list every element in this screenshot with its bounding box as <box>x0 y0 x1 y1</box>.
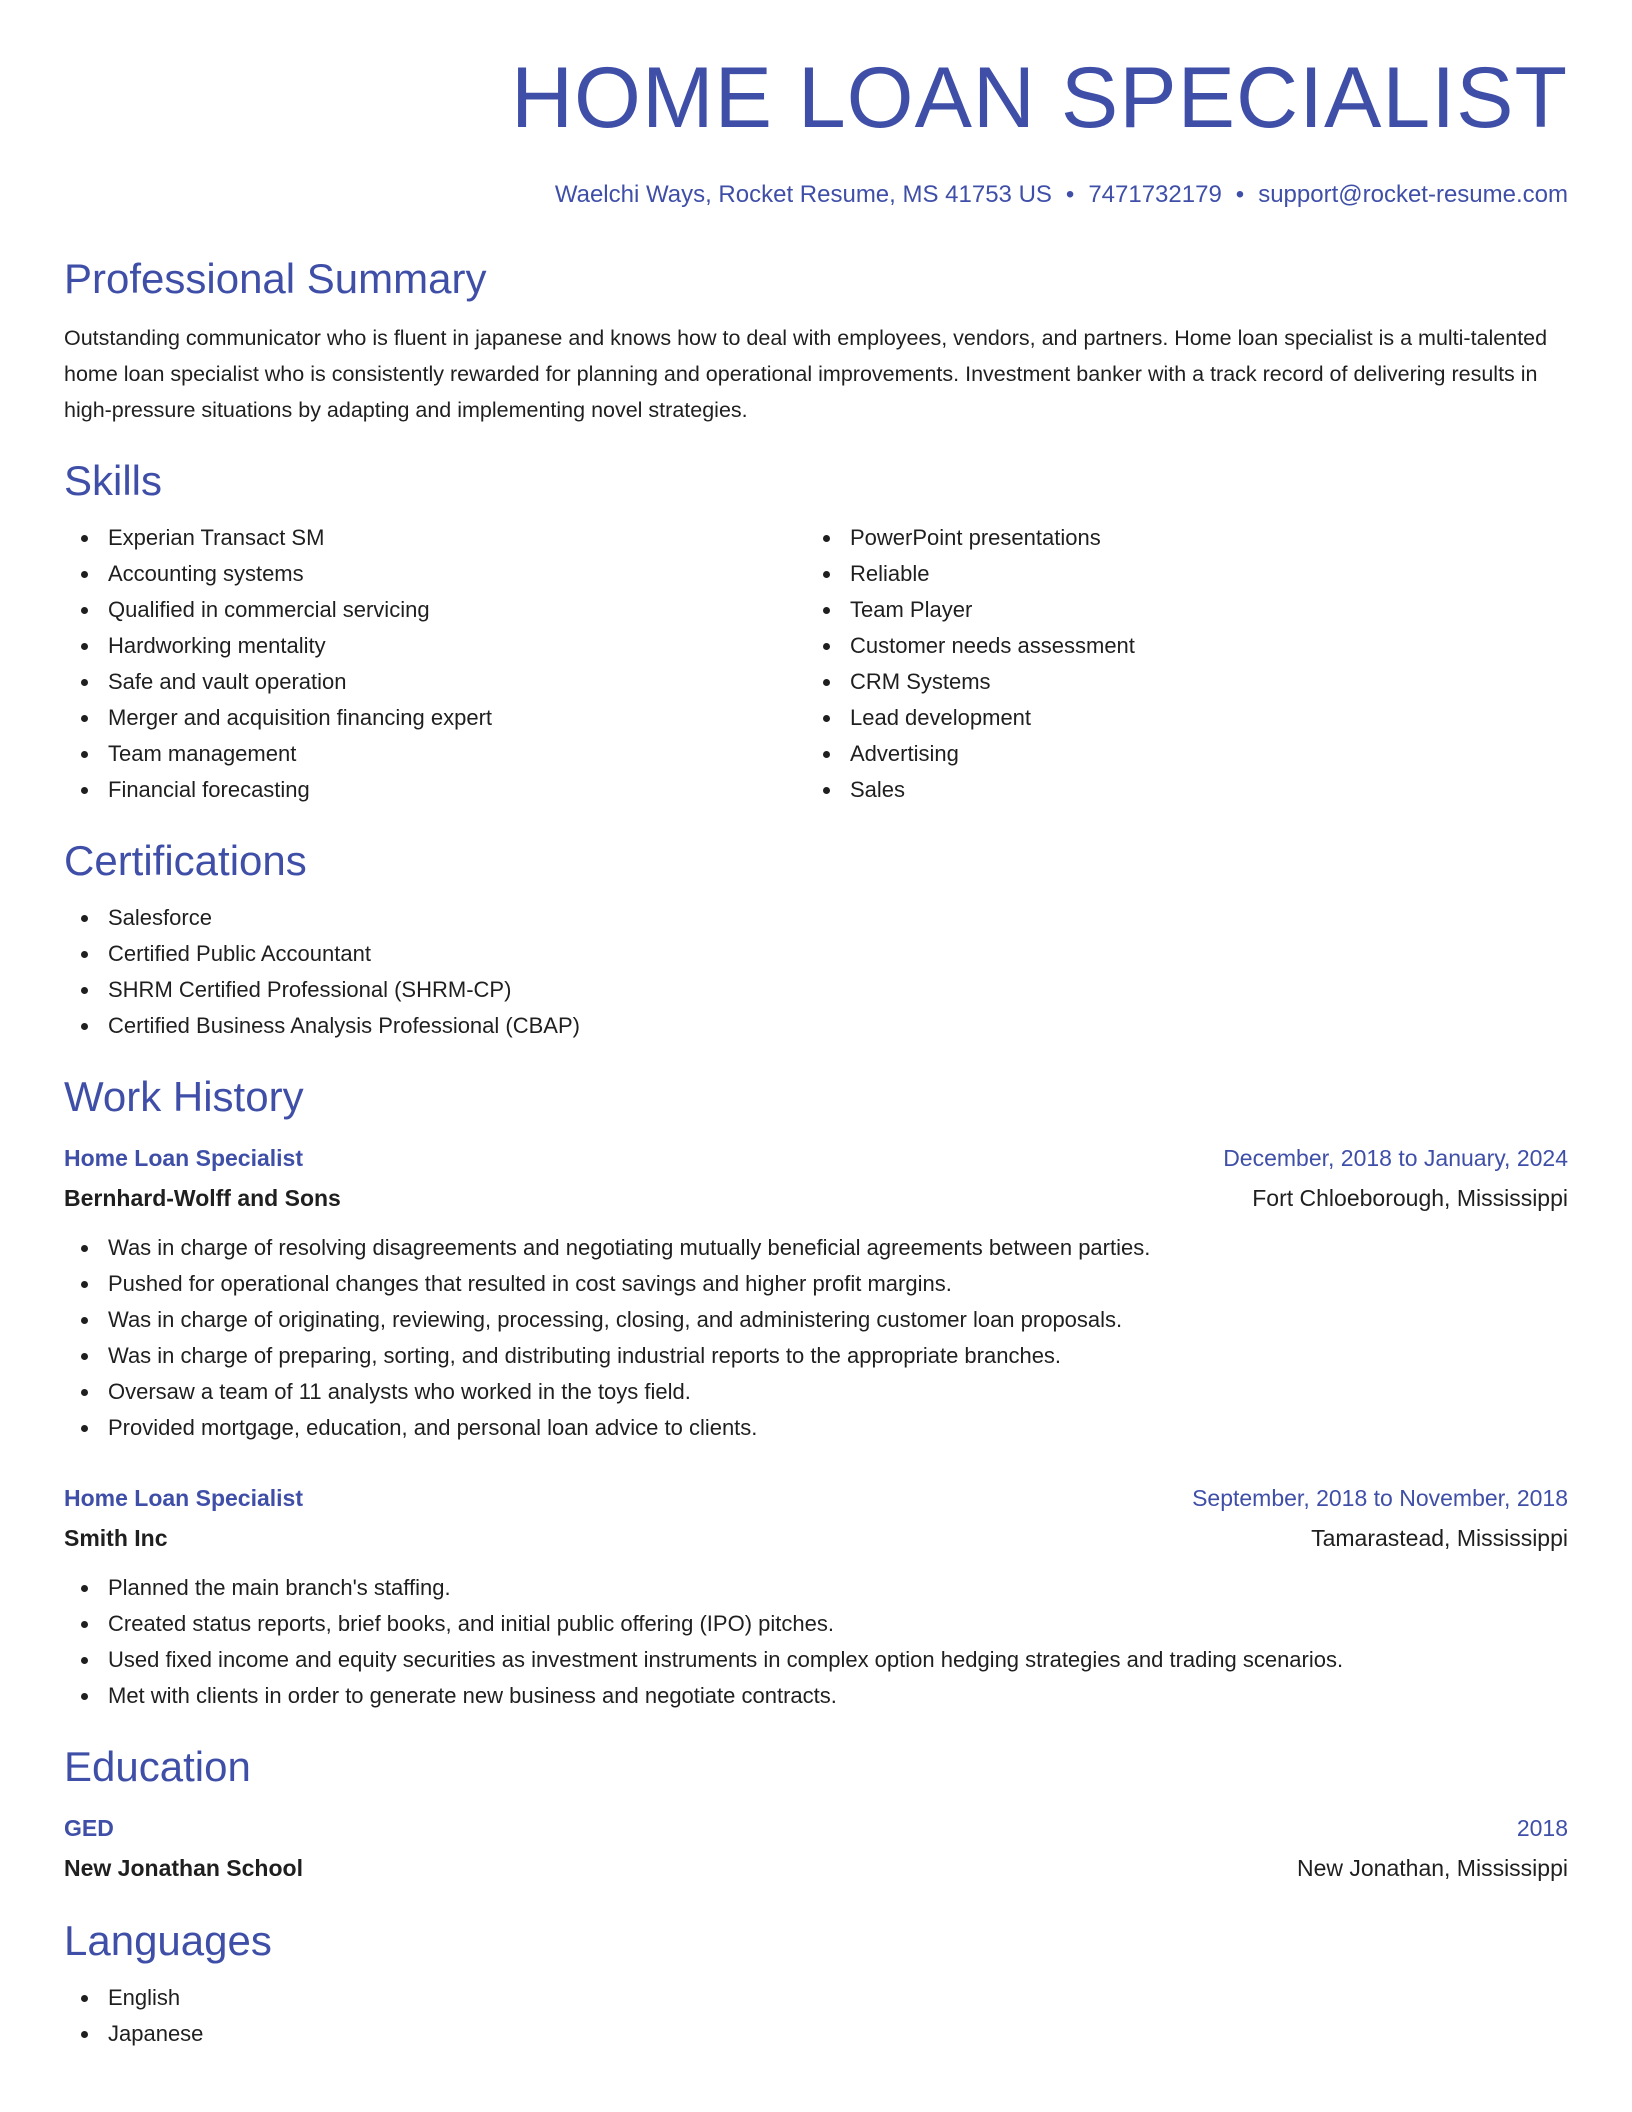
education-heading: Education <box>64 1743 251 1790</box>
contact-address: Waelchi Ways, Rocket Resume, MS 41753 US <box>554 181 1052 208</box>
skill-item: Lead development <box>806 700 1548 736</box>
job-duty-item: Planned the main branch's staffing. <box>64 1570 1568 1606</box>
education-entry <box>64 1808 1568 1888</box>
job-company: Smith Inc <box>64 1525 168 1551</box>
skill-item: Safe and vault operation <box>64 664 806 700</box>
work-history-section <box>64 1072 1568 1714</box>
skill-item: Hardworking mentality <box>64 628 806 664</box>
job-location: Fort Chloeborough, Mississippi <box>1252 1185 1568 1211</box>
job-duties-list <box>64 1570 1568 1714</box>
job-title-row <box>64 1478 1568 1518</box>
skill-item: Accounting systems <box>64 556 806 592</box>
job-location: Tamarastead, Mississippi <box>1311 1525 1568 1551</box>
skill-item: Team Player <box>806 592 1548 628</box>
skills-list-right <box>806 520 1548 808</box>
languages-list <box>64 1980 1568 2052</box>
skill-item: Reliable <box>806 556 1548 592</box>
skills-heading: Skills <box>64 457 163 504</box>
contact-line <box>64 180 1568 210</box>
education-section <box>64 1742 1568 1888</box>
skill-item: CRM Systems <box>806 664 1548 700</box>
skill-item: Experian Transact SM <box>64 520 806 556</box>
language-item: English <box>64 1980 1568 2016</box>
skill-item: Qualified in commercial servicing <box>64 592 806 628</box>
summary-text: Outstanding communicator who is fluent in japanese and knows how to deal with employees, vendors, and partners. Home loan specialist is a multi-talented home loan specialist who is consistently rewarded for planning and operational improvements. Investment banker with a track record of delivering results in high-pressure situations by adapting and implementing novel strategies. <box>64 326 1548 422</box>
language-item: Japanese <box>64 2016 1568 2052</box>
job-duties-list <box>64 1230 1568 1446</box>
resume-title: HOME LOAN SPECIALIST <box>510 50 1568 146</box>
skill-item: Merger and acquisition financing expert <box>64 700 806 736</box>
job-entry <box>64 1138 1568 1446</box>
job-entry <box>64 1478 1568 1714</box>
skill-item: Team management <box>64 736 806 772</box>
education-degree-row <box>64 1808 1568 1848</box>
education-degree: GED <box>64 1815 114 1841</box>
education-location: New Jonathan, Mississippi <box>1296 1855 1568 1881</box>
contact-separator: • <box>1235 181 1245 208</box>
skills-list-left <box>64 520 806 808</box>
certifications-section <box>64 836 1568 1044</box>
job-duty-item: Oversaw a team of 11 analysts who worked in the toys field. <box>64 1374 1568 1410</box>
languages-section <box>64 1916 1568 2052</box>
job-duty-item: Was in charge of originating, reviewing, processing, closing, and administering customer loan proposals. <box>64 1302 1568 1338</box>
contact-separator: • <box>1065 181 1075 208</box>
skill-item: PowerPoint presentations <box>806 520 1548 556</box>
certification-item: SHRM Certified Professional (SHRM-CP) <box>64 972 1568 1008</box>
job-company-row <box>64 1518 1568 1558</box>
contact-phone: 7471732179 <box>1088 181 1222 208</box>
education-year: 2018 <box>1516 1815 1568 1841</box>
job-duty-item: Used fixed income and equity securities as investment instruments in complex option hedging strategies and trading scenarios. <box>64 1642 1568 1678</box>
job-title: Home Loan Specialist <box>64 1145 304 1171</box>
job-duty-item: Was in charge of resolving disagreements and negotiating mutually beneficial agreements between parties. <box>64 1230 1568 1266</box>
job-dates: December, 2018 to January, 2024 <box>1223 1145 1568 1171</box>
certification-item: Certified Public Accountant <box>64 936 1568 972</box>
certification-item: Salesforce <box>64 900 1568 936</box>
work-history-heading: Work History <box>64 1073 304 1120</box>
job-duty-item: Pushed for operational changes that resulted in cost savings and higher profit margins. <box>64 1266 1568 1302</box>
certification-item: Certified Business Analysis Professional (CBAP) <box>64 1008 1568 1044</box>
job-company-row <box>64 1178 1568 1218</box>
education-school: New Jonathan School <box>64 1855 303 1881</box>
skill-item: Advertising <box>806 736 1548 772</box>
skills-columns <box>64 520 1568 808</box>
job-duty-item: Was in charge of preparing, sorting, and distributing industrial reports to the appropriate branches. <box>64 1338 1568 1374</box>
summary-section <box>64 254 1568 428</box>
education-school-row <box>64 1848 1568 1888</box>
job-duty-item: Provided mortgage, education, and personal loan advice to clients. <box>64 1410 1568 1446</box>
job-duty-item: Created status reports, brief books, and initial public offering (IPO) pitches. <box>64 1606 1568 1642</box>
languages-heading: Languages <box>64 1917 272 1964</box>
summary-heading: Professional Summary <box>64 255 487 302</box>
job-title-row <box>64 1138 1568 1178</box>
skill-item: Financial forecasting <box>64 772 806 808</box>
job-company: Bernhard-Wolff and Sons <box>64 1185 341 1211</box>
job-duty-item: Met with clients in order to generate new business and negotiate contracts. <box>64 1678 1568 1714</box>
certifications-list <box>64 900 1568 1044</box>
skill-item: Customer needs assessment <box>806 628 1548 664</box>
contact-email: support@rocket-resume.com <box>1258 181 1568 208</box>
certifications-heading: Certifications <box>64 837 307 884</box>
job-dates: September, 2018 to November, 2018 <box>1192 1485 1568 1511</box>
job-title: Home Loan Specialist <box>64 1485 304 1511</box>
skill-item: Sales <box>806 772 1548 808</box>
skills-section <box>64 456 1568 808</box>
resume-page <box>64 0 1568 2052</box>
